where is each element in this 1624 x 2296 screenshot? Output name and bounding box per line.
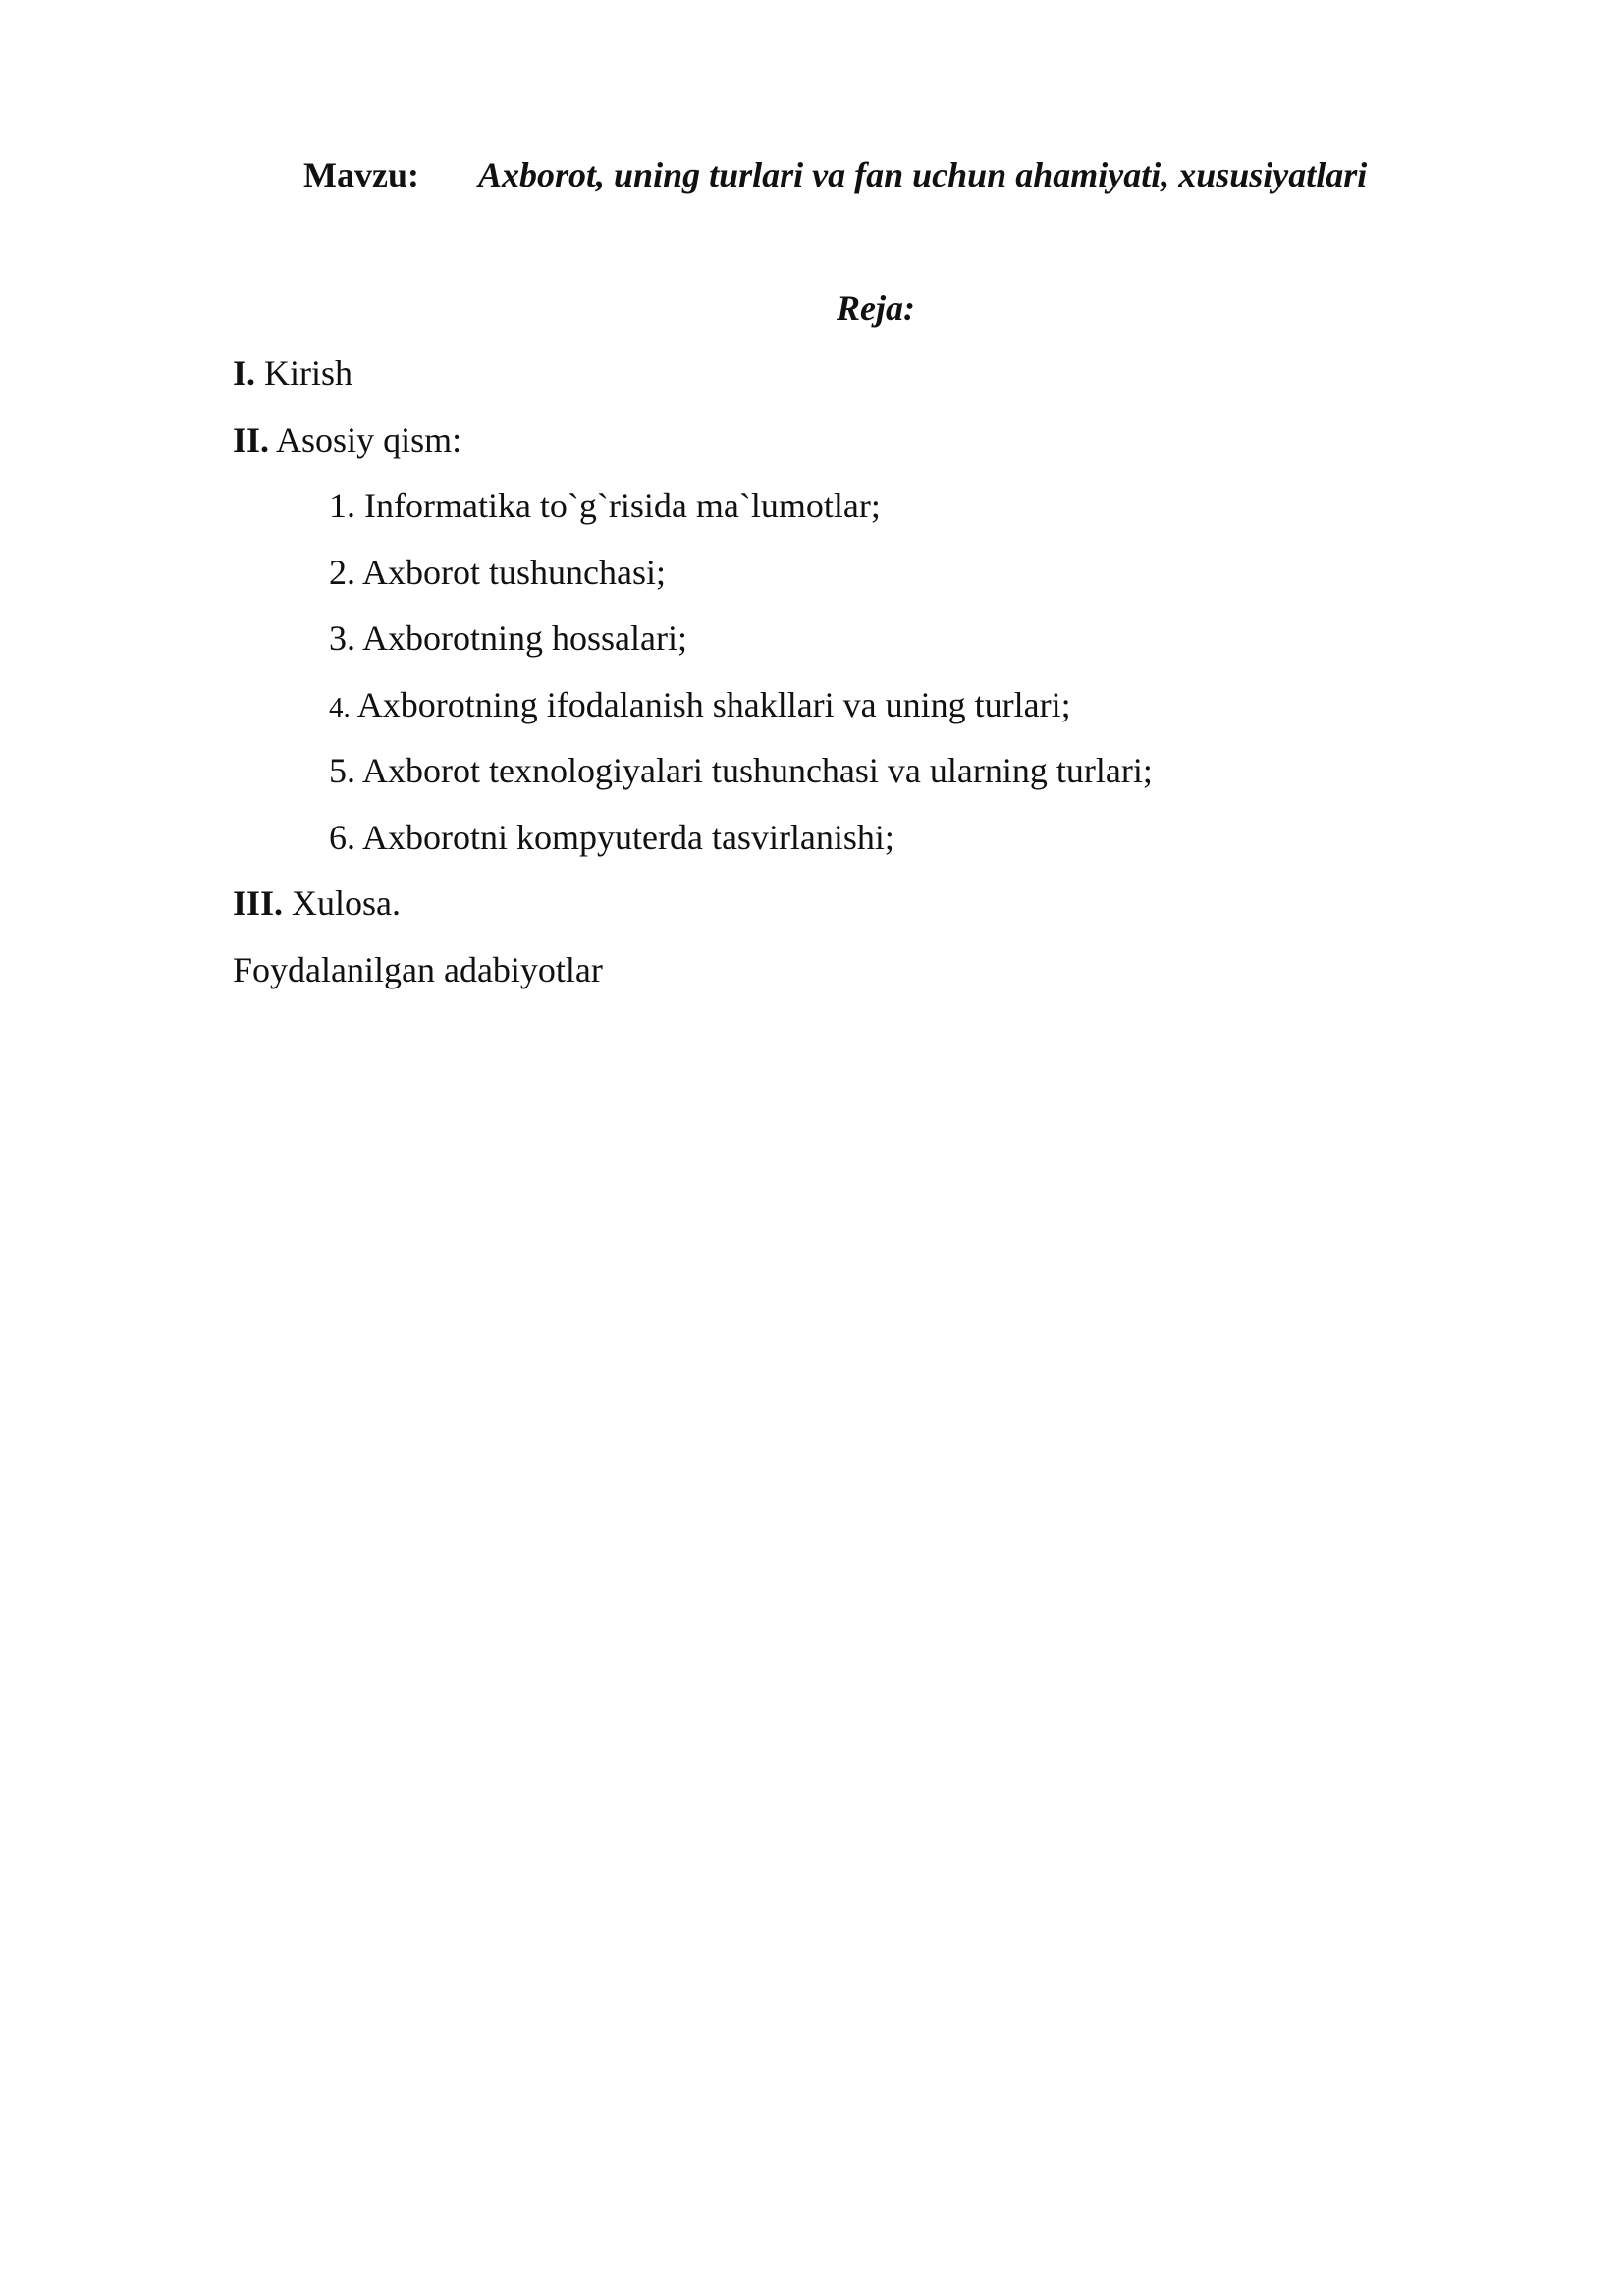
plan-subitem [329, 616, 687, 660]
section-numeral: II. [233, 420, 270, 459]
subitem-text: Informatika to`g`risida ma`lumotlar; [355, 486, 881, 525]
subitem-text: Axborot tushunchasi; [355, 553, 666, 592]
subitem-number: 2. [329, 553, 355, 592]
subitem-number: 3. [329, 618, 355, 658]
subitem-text: Axborotning hossalari; [355, 618, 687, 658]
plan-section-conclusion [233, 881, 401, 925]
topic-title: Axborot, uning turlari va fan uchun ahamiyati, xususiyatlari [478, 155, 1368, 194]
subitem-number: 4. [329, 692, 351, 723]
plan-subitem [329, 683, 1071, 729]
plan-section-main [233, 418, 461, 461]
topic-line [303, 153, 1367, 196]
section-numeral: I. [233, 353, 256, 393]
subitem-text: Axborotni kompyuterda tasvirlanishi; [355, 818, 894, 857]
plan-subitem [329, 551, 666, 594]
subitem-text: Axborotning ifodalanish shakllari va uning turlari; [350, 685, 1071, 724]
plan-heading: Reja: [837, 289, 915, 328]
subitem-number: 6. [329, 818, 355, 857]
references-line: Foydalanilgan adabiyotlar [233, 950, 603, 989]
plan-subitem [329, 484, 881, 527]
subitem-text: Axborot texnologiyalari tushunchasi va ularning turlari; [355, 751, 1153, 790]
section-text: Asosiy qism: [269, 420, 462, 459]
plan-section-intro [233, 351, 352, 395]
plan-subitem [329, 816, 894, 859]
section-numeral: III. [233, 883, 284, 923]
section-text: Xulosa. [283, 883, 402, 923]
topic-label: Mavzu: [303, 155, 419, 194]
subitem-number: 1. [329, 486, 355, 525]
plan-subitem [329, 749, 1153, 792]
section-text: Kirish [255, 353, 353, 393]
subitem-number: 5. [329, 751, 355, 790]
